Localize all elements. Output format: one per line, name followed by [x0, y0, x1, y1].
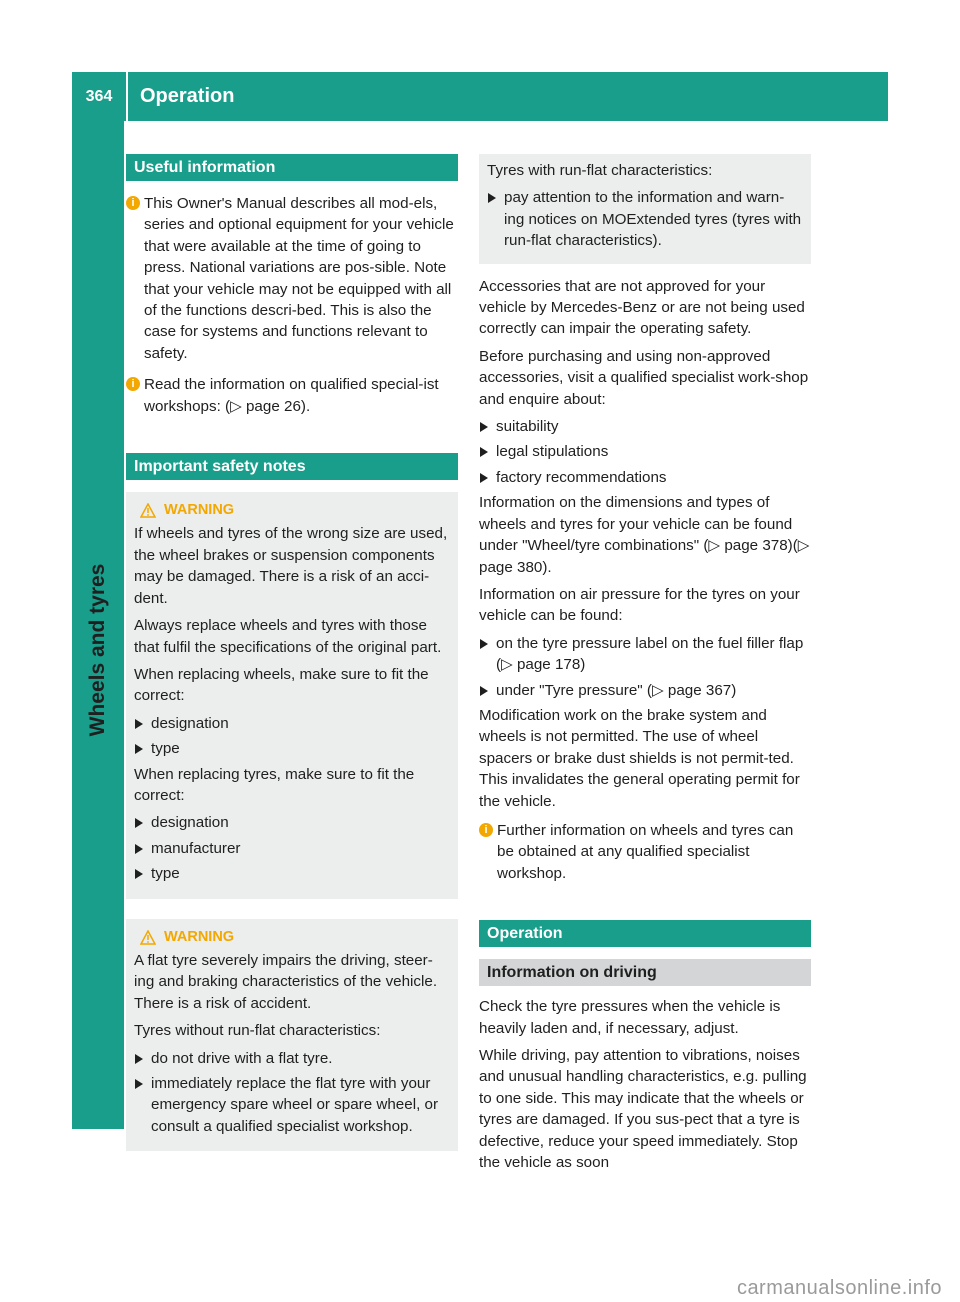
- info-note: [126, 374, 458, 417]
- warning-text: When replacing wheels, make sure to fit the correct:: [134, 665, 429, 705]
- info-text: Further information on wheels and tyres can be obtained at any qualified specialist workshop.: [497, 821, 794, 882]
- info-icon: i: [126, 196, 140, 210]
- warning-header: [134, 927, 450, 948]
- paragraph: Information on air pressure for the tyres on your vehicle can be found:: [479, 585, 800, 625]
- info-icon: i: [126, 377, 140, 391]
- header-divider: [126, 72, 128, 121]
- list-item: immediately replace the flat tyre with your emergency spare wheel or spare wheel, or consult a qualified specialist workshop.: [134, 1073, 450, 1137]
- list-item: designation: [134, 812, 450, 833]
- list-item: designation: [134, 713, 450, 734]
- warning-header: [134, 500, 450, 521]
- list-item: pay attention to the information and warn-ing notices on MOExtended tyres (tyres with run-flat characteristics).: [487, 187, 803, 251]
- warning-label: WARNING: [164, 502, 235, 519]
- warning-text: When replacing tyres, make sure to fit the correct:: [134, 765, 415, 804]
- operation-heading: Operation: [479, 920, 811, 947]
- paragraph: Before purchasing and using non-approved accessories, visit a qualified specialist work-shop and enquire about:: [479, 347, 809, 408]
- list-item: do not drive with a flat tyre.: [134, 1048, 450, 1069]
- list-item: on the tyre pressure label on the fuel filler flap (▷ page 178): [479, 633, 811, 676]
- right-column: [479, 154, 811, 1179]
- list-item: factory recommendations: [479, 467, 811, 488]
- warning-triangle-icon: [140, 503, 156, 518]
- list-item: under "Tyre pressure" (▷ page 367): [479, 680, 811, 701]
- warning-text: Tyres without run-flat characteristics:: [134, 1022, 381, 1040]
- paragraph: Check the tyre pressures when the vehicle is heavily laden and, if necessary, adjust.: [479, 998, 781, 1037]
- list-item: suitability: [479, 416, 811, 437]
- safety-notes-heading: Important safety notes: [126, 453, 458, 480]
- warning-label: WARNING: [164, 928, 235, 945]
- info-text: This Owner's Manual describes all mod-els, series and optional equipment for your vehicle that were available at the time of going to press. National variations are pos-sible. Note that your vehicle may not be equipped with all of the functions descri-bed. This is also the case for systems and functions relevant to safety.: [144, 195, 454, 362]
- list-item: type: [134, 863, 450, 884]
- driving-heading: Information on driving: [479, 959, 811, 986]
- warning-text: A flat tyre severely impairs the driving, steer-ing and braking characteristics of the vehicle. There is a risk of accident.: [134, 951, 438, 1012]
- runflat-box: [479, 154, 811, 264]
- info-note: [126, 193, 458, 364]
- box-title: Tyres with run-flat characteristics:: [487, 162, 713, 179]
- paragraph: Accessories that are not approved for your vehicle by Mercedes-Benz or are not being used correctly can impair the operating safety.: [479, 277, 805, 338]
- section-title: Operation: [140, 85, 235, 107]
- warning-box: [126, 492, 458, 899]
- list-item: legal stipulations: [479, 441, 811, 462]
- paragraph: While driving, pay attention to vibrations, noises and unusual handling characteristics, e.g. pulling to one side. This may indicate that the wheels or tyres are damaged. If you sus-pect that a tyre is defective, reduce your speed immediately. Stop the vehicle as soon: [479, 1047, 807, 1172]
- watermark: carmanualsonline.info: [736, 1277, 942, 1299]
- warning-box: [126, 919, 458, 1152]
- info-note: [479, 820, 811, 884]
- useful-info-heading: Useful information: [126, 154, 458, 181]
- warning-triangle-icon: [140, 930, 156, 945]
- list-item: manufacturer: [134, 838, 450, 859]
- paragraph: Information on the dimensions and types of wheels and tyres for your vehicle can be found under "Wheel/tyre combinations" (▷ page 378)(▷ page 380).: [479, 494, 810, 576]
- side-label: Wheels and tyres: [86, 563, 109, 737]
- side-tab: [72, 1078, 124, 1129]
- warning-text: If wheels and tyres of the wrong size are used, the wheel brakes or suspension components may be damaged. There is a risk of an acci-dent.: [134, 525, 448, 607]
- warning-text: Always replace wheels and tyres with those that fulfil the specifications of the original part.: [134, 617, 442, 656]
- left-column: [126, 154, 458, 1171]
- info-text: Read the information on qualified special-ist workshops: (▷ page 26).: [144, 376, 439, 415]
- page-number: 364: [85, 87, 113, 105]
- paragraph: Modification work on the brake system and wheels is not permitted. The use of wheel spacers or brake dust shields is not permit-ted. This invalidates the general operating permit for the vehicle.: [479, 706, 800, 810]
- info-icon: i: [479, 823, 493, 837]
- list-item: type: [134, 738, 450, 759]
